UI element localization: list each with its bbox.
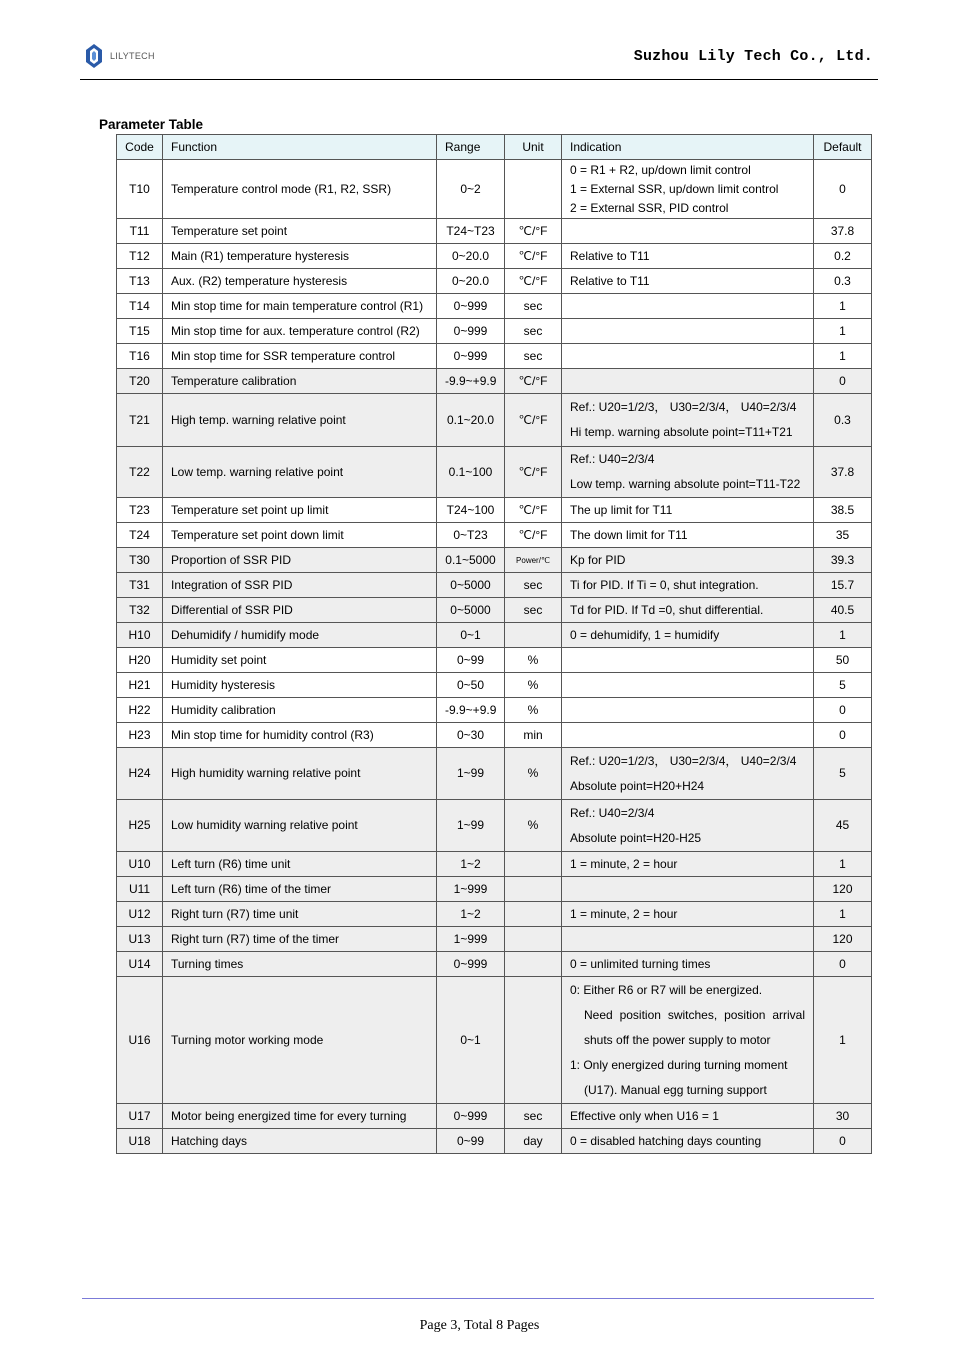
header-default: Default bbox=[814, 135, 872, 160]
indication-line: 1 = minute, 2 = hour bbox=[570, 856, 678, 871]
cell-code: T11 bbox=[117, 219, 163, 244]
cell-indication bbox=[562, 498, 814, 523]
cell-function: Low humidity warning relative point bbox=[163, 800, 437, 852]
cell-unit: ℃/°F bbox=[505, 269, 562, 294]
cell-unit: ℃/°F bbox=[505, 369, 562, 394]
cell-default: 1 bbox=[814, 294, 872, 319]
company-logo bbox=[84, 41, 174, 71]
cell-indication bbox=[562, 344, 814, 369]
cell-default: 40.5 bbox=[814, 598, 872, 623]
footer-divider bbox=[82, 1298, 874, 1299]
cell-function: Temperature set point up limit bbox=[163, 498, 437, 523]
cell-range: -9.9~+9.9 bbox=[437, 369, 505, 394]
cell-indication bbox=[562, 800, 814, 852]
table-row bbox=[117, 852, 872, 877]
cell-range: 0~999 bbox=[437, 344, 505, 369]
table-row bbox=[117, 447, 872, 498]
cell-default: 1 bbox=[814, 902, 872, 927]
cell-range: 0~1 bbox=[437, 623, 505, 648]
cell-indication bbox=[562, 447, 814, 498]
indication-line: Need position switches, position arrival bbox=[584, 1007, 805, 1022]
cell-range: T24~T23 bbox=[437, 219, 505, 244]
section-title: Parameter Table bbox=[99, 117, 204, 132]
cell-default: 50 bbox=[814, 648, 872, 673]
company-name: Suzhou Lily Tech Co., Ltd. bbox=[633, 48, 873, 65]
cell-range: 1~999 bbox=[437, 927, 505, 952]
cell-indication bbox=[562, 673, 814, 698]
header-range: Range bbox=[437, 135, 505, 160]
cell-unit bbox=[505, 902, 562, 927]
cell-function: Right turn (R7) time unit bbox=[163, 902, 437, 927]
cell-code: T24 bbox=[117, 523, 163, 548]
cell-code: H20 bbox=[117, 648, 163, 673]
table-row bbox=[117, 573, 872, 598]
cell-code: U18 bbox=[117, 1129, 163, 1154]
cell-default: 0 bbox=[814, 1129, 872, 1154]
cell-unit: sec bbox=[505, 598, 562, 623]
cell-default: 0 bbox=[814, 369, 872, 394]
cell-unit: ℃/°F bbox=[505, 523, 562, 548]
cell-unit: ℃/°F bbox=[505, 498, 562, 523]
cell-code: H24 bbox=[117, 748, 163, 800]
cell-range: T24~100 bbox=[437, 498, 505, 523]
cell-default: 0.3 bbox=[814, 269, 872, 294]
cell-unit: ℃/°F bbox=[505, 219, 562, 244]
table-row bbox=[117, 319, 872, 344]
table-row bbox=[117, 673, 872, 698]
cell-indication bbox=[562, 598, 814, 623]
cell-range: 1~2 bbox=[437, 852, 505, 877]
indication-line: Relative to T11 bbox=[570, 273, 650, 288]
indication-line: Td for PID. If Td =0, shut differential. bbox=[570, 602, 764, 617]
cell-code: U11 bbox=[117, 877, 163, 902]
cell-indication bbox=[562, 523, 814, 548]
cell-function: Aux. (R2) temperature hysteresis bbox=[163, 269, 437, 294]
cell-indication bbox=[562, 648, 814, 673]
cell-unit bbox=[505, 977, 562, 1104]
cell-range: 1~99 bbox=[437, 800, 505, 852]
cell-unit: ℃/°F bbox=[505, 244, 562, 269]
cell-function: Dehumidify / humidify mode bbox=[163, 623, 437, 648]
cell-function: Motor being energized time for every turning bbox=[163, 1104, 437, 1129]
indication-line: 2 = External SSR, PID control bbox=[570, 200, 729, 215]
cell-unit: sec bbox=[505, 573, 562, 598]
cell-unit: sec bbox=[505, 294, 562, 319]
cell-default: 37.8 bbox=[814, 447, 872, 498]
indication-line: Ref.: U20=1/2/3， U30=2/3/4， U40=2/3/4 bbox=[570, 753, 797, 768]
cell-code: T16 bbox=[117, 344, 163, 369]
indication-line: Ti for PID. If Ti = 0, shut integration. bbox=[570, 577, 759, 592]
cell-unit: Power/℃ bbox=[505, 548, 562, 573]
cell-unit: sec bbox=[505, 344, 562, 369]
cell-function: Main (R1) temperature hysteresis bbox=[163, 244, 437, 269]
cell-default: 15.7 bbox=[814, 573, 872, 598]
cell-indication bbox=[562, 573, 814, 598]
table-row bbox=[117, 160, 872, 219]
cell-function: Integration of SSR PID bbox=[163, 573, 437, 598]
cell-range: 0~999 bbox=[437, 952, 505, 977]
cell-unit: % bbox=[505, 648, 562, 673]
cell-function: Temperature set point down limit bbox=[163, 523, 437, 548]
cell-default: 1 bbox=[814, 977, 872, 1104]
cell-range: 0~99 bbox=[437, 648, 505, 673]
indication-line: Kp for PID bbox=[570, 552, 626, 567]
indication-line: Ref.: U20=1/2/3， U30=2/3/4， U40=2/3/4 bbox=[570, 400, 797, 414]
table-row bbox=[117, 877, 872, 902]
cell-indication bbox=[562, 852, 814, 877]
indication-line: 0 = unlimited turning times bbox=[570, 956, 711, 971]
cell-unit: % bbox=[505, 698, 562, 723]
indication-line: 0 = R1 + R2, up/down limit control bbox=[570, 162, 751, 177]
cell-code: T12 bbox=[117, 244, 163, 269]
indication-line: 0: Either R6 or R7 will be energized. bbox=[570, 982, 763, 997]
cell-code: U12 bbox=[117, 902, 163, 927]
cell-unit: % bbox=[505, 800, 562, 852]
indication-line: Hi temp. warning absolute point=T11+T21 bbox=[570, 425, 793, 439]
cell-unit: sec bbox=[505, 319, 562, 344]
table-row bbox=[117, 902, 872, 927]
cell-code: U16 bbox=[117, 977, 163, 1104]
cell-indication bbox=[562, 623, 814, 648]
cell-default: 1 bbox=[814, 319, 872, 344]
cell-range: 0~50 bbox=[437, 673, 505, 698]
cell-default: 120 bbox=[814, 927, 872, 952]
cell-code: T30 bbox=[117, 548, 163, 573]
table-row bbox=[117, 244, 872, 269]
page-footer: Page 3, Total 8 Pages bbox=[419, 1318, 540, 1333]
cell-function: Left turn (R6) time unit bbox=[163, 852, 437, 877]
cell-code: T23 bbox=[117, 498, 163, 523]
cell-default: 120 bbox=[814, 877, 872, 902]
cell-unit bbox=[505, 927, 562, 952]
cell-default: 30 bbox=[814, 1104, 872, 1129]
table-row bbox=[117, 269, 872, 294]
cell-code: H22 bbox=[117, 698, 163, 723]
cell-range: 0.1~20.0 bbox=[437, 394, 505, 447]
table-row bbox=[117, 394, 872, 447]
cell-function: Min stop time for SSR temperature control bbox=[163, 344, 437, 369]
cell-default: 0 bbox=[814, 698, 872, 723]
indication-line: Ref.: U40=2/3/4 bbox=[570, 805, 655, 820]
table-row bbox=[117, 748, 872, 800]
cell-range: 0~999 bbox=[437, 319, 505, 344]
table-row bbox=[117, 927, 872, 952]
cell-default: 5 bbox=[814, 748, 872, 800]
cell-indication bbox=[562, 927, 814, 952]
indication-line: Absolute point=H20+H24 bbox=[570, 778, 705, 793]
cell-indication bbox=[562, 748, 814, 800]
cell-range: 0~5000 bbox=[437, 573, 505, 598]
cell-code: U13 bbox=[117, 927, 163, 952]
cell-indication bbox=[562, 877, 814, 902]
cell-default: 5 bbox=[814, 673, 872, 698]
indication-line: Absolute point=H20-H25 bbox=[570, 830, 702, 845]
cell-default: 0 bbox=[814, 723, 872, 748]
cell-indication bbox=[562, 369, 814, 394]
cell-function: High humidity warning relative point bbox=[163, 748, 437, 800]
cell-range: 1~99 bbox=[437, 748, 505, 800]
indication-line: Ref.: U40=2/3/4 bbox=[570, 452, 655, 466]
cell-unit bbox=[505, 852, 562, 877]
cell-range: 0~999 bbox=[437, 294, 505, 319]
table-row bbox=[117, 548, 872, 573]
cell-default: 0.2 bbox=[814, 244, 872, 269]
indication-line: shuts off the power supply to motor bbox=[584, 1032, 771, 1047]
cell-unit: % bbox=[505, 673, 562, 698]
cell-code: U17 bbox=[117, 1104, 163, 1129]
indication-line: Relative to T11 bbox=[570, 248, 650, 263]
cell-unit bbox=[505, 623, 562, 648]
cell-code: T21 bbox=[117, 394, 163, 447]
table-row bbox=[117, 952, 872, 977]
cell-function: Differential of SSR PID bbox=[163, 598, 437, 623]
cell-default: 0 bbox=[814, 952, 872, 977]
cell-range: 0~20.0 bbox=[437, 244, 505, 269]
table-row bbox=[117, 598, 872, 623]
cell-range: 0~999 bbox=[437, 1104, 505, 1129]
cell-function: Min stop time for aux. temperature control (R2) bbox=[163, 319, 437, 344]
cell-range: -9.9~+9.9 bbox=[437, 698, 505, 723]
cell-unit: % bbox=[505, 748, 562, 800]
cell-function: Low temp. warning relative point bbox=[163, 447, 437, 498]
cell-unit bbox=[505, 952, 562, 977]
cell-function: Humidity calibration bbox=[163, 698, 437, 723]
table-row bbox=[117, 219, 872, 244]
cell-default: 45 bbox=[814, 800, 872, 852]
table-row bbox=[117, 294, 872, 319]
cell-function: Proportion of SSR PID bbox=[163, 548, 437, 573]
indication-line: Low temp. warning absolute point=T11-T22 bbox=[570, 477, 801, 491]
table-row bbox=[117, 1104, 872, 1129]
cell-indication bbox=[562, 319, 814, 344]
cell-indication bbox=[562, 723, 814, 748]
cell-unit: ℃/°F bbox=[505, 394, 562, 447]
indication-line: Effective only when U16 = 1 bbox=[570, 1108, 719, 1123]
cell-indication bbox=[562, 244, 814, 269]
cell-unit: sec bbox=[505, 1104, 562, 1129]
cell-range: 0~5000 bbox=[437, 598, 505, 623]
cell-range: 0~T23 bbox=[437, 523, 505, 548]
cell-unit bbox=[505, 877, 562, 902]
table-row bbox=[117, 977, 872, 1104]
cell-code: T13 bbox=[117, 269, 163, 294]
table-row bbox=[117, 723, 872, 748]
table-row bbox=[117, 623, 872, 648]
cell-range: 0.1~5000 bbox=[437, 548, 505, 573]
cell-indication bbox=[562, 952, 814, 977]
cell-function: Temperature set point bbox=[163, 219, 437, 244]
cell-code: U14 bbox=[117, 952, 163, 977]
cell-code: T22 bbox=[117, 447, 163, 498]
indication-line: (U17). Manual egg turning support bbox=[584, 1082, 767, 1097]
header-unit: Unit bbox=[505, 135, 562, 160]
cell-default: 1 bbox=[814, 623, 872, 648]
cell-unit: ℃/°F bbox=[505, 447, 562, 498]
cell-function: Humidity hysteresis bbox=[163, 673, 437, 698]
header-function: Function bbox=[163, 135, 437, 160]
cell-unit: day bbox=[505, 1129, 562, 1154]
cell-default: 35 bbox=[814, 523, 872, 548]
cell-function: Min stop time for main temperature control (R1) bbox=[163, 294, 437, 319]
cell-function: Right turn (R7) time of the timer bbox=[163, 927, 437, 952]
cell-default: 0.3 bbox=[814, 394, 872, 447]
cell-code: U10 bbox=[117, 852, 163, 877]
cell-default: 38.5 bbox=[814, 498, 872, 523]
header-divider bbox=[80, 79, 878, 80]
cell-function: High temp. warning relative point bbox=[163, 394, 437, 447]
cell-default: 0 bbox=[814, 160, 872, 219]
table-row bbox=[117, 498, 872, 523]
cell-code: H21 bbox=[117, 673, 163, 698]
table-row bbox=[117, 523, 872, 548]
cell-code: T10 bbox=[117, 160, 163, 219]
table-body bbox=[117, 160, 872, 1154]
cell-function: Min stop time for humidity control (R3) bbox=[163, 723, 437, 748]
cell-indication bbox=[562, 902, 814, 927]
table-row bbox=[117, 344, 872, 369]
cell-unit bbox=[505, 160, 562, 219]
indication-line: 1 = External SSR, up/down limit control bbox=[570, 181, 779, 196]
cell-function: Humidity set point bbox=[163, 648, 437, 673]
cell-function: Turning motor working mode bbox=[163, 977, 437, 1104]
cell-range: 1~999 bbox=[437, 877, 505, 902]
cell-indication bbox=[562, 394, 814, 447]
table-row bbox=[117, 698, 872, 723]
indication-line: The up limit for T11 bbox=[570, 502, 673, 517]
cell-default: 37.8 bbox=[814, 219, 872, 244]
cell-range: 0~30 bbox=[437, 723, 505, 748]
cell-indication bbox=[562, 548, 814, 573]
cell-code: T31 bbox=[117, 573, 163, 598]
table-header-row bbox=[117, 135, 872, 160]
cell-function: Temperature calibration bbox=[163, 369, 437, 394]
cell-indication bbox=[562, 219, 814, 244]
cell-code: T32 bbox=[117, 598, 163, 623]
indication-line: 0 = dehumidify, 1 = humidify bbox=[570, 627, 720, 642]
cell-range: 0~99 bbox=[437, 1129, 505, 1154]
header-indication: Indication bbox=[562, 135, 814, 160]
cell-indication bbox=[562, 294, 814, 319]
indication-line: 1 = minute, 2 = hour bbox=[570, 906, 678, 921]
cell-code: H25 bbox=[117, 800, 163, 852]
cell-default: 1 bbox=[814, 852, 872, 877]
cell-indication bbox=[562, 269, 814, 294]
table-row bbox=[117, 648, 872, 673]
indication-line: The down limit for T11 bbox=[570, 527, 688, 542]
cell-code: H10 bbox=[117, 623, 163, 648]
cell-function: Hatching days bbox=[163, 1129, 437, 1154]
table-row bbox=[117, 369, 872, 394]
cell-range: 0~1 bbox=[437, 977, 505, 1104]
cell-code: T20 bbox=[117, 369, 163, 394]
cell-function: Turning times bbox=[163, 952, 437, 977]
cell-range: 0~2 bbox=[437, 160, 505, 219]
cell-default: 39.3 bbox=[814, 548, 872, 573]
lilytech-logo-icon bbox=[84, 43, 104, 69]
cell-indication bbox=[562, 1104, 814, 1129]
cell-indication bbox=[562, 977, 814, 1104]
header-code: Code bbox=[117, 135, 163, 160]
cell-function: Left turn (R6) time of the timer bbox=[163, 877, 437, 902]
cell-unit: min bbox=[505, 723, 562, 748]
cell-function: Temperature control mode (R1, R2, SSR) bbox=[163, 160, 437, 219]
parameter-table bbox=[116, 134, 872, 1154]
cell-code: T14 bbox=[117, 294, 163, 319]
indication-line: 0 = disabled hatching days counting bbox=[570, 1133, 762, 1148]
cell-indication bbox=[562, 698, 814, 723]
cell-default: 1 bbox=[814, 344, 872, 369]
logo-text: LILYTECH bbox=[110, 51, 155, 61]
cell-code: T15 bbox=[117, 319, 163, 344]
cell-range: 0.1~100 bbox=[437, 447, 505, 498]
cell-indication bbox=[562, 1129, 814, 1154]
indication-line: 1: Only energized during turning moment bbox=[570, 1057, 788, 1072]
cell-range: 1~2 bbox=[437, 902, 505, 927]
table-row bbox=[117, 800, 872, 852]
cell-code: H23 bbox=[117, 723, 163, 748]
cell-range: 0~20.0 bbox=[437, 269, 505, 294]
cell-indication bbox=[562, 160, 814, 219]
table-row bbox=[117, 1129, 872, 1154]
